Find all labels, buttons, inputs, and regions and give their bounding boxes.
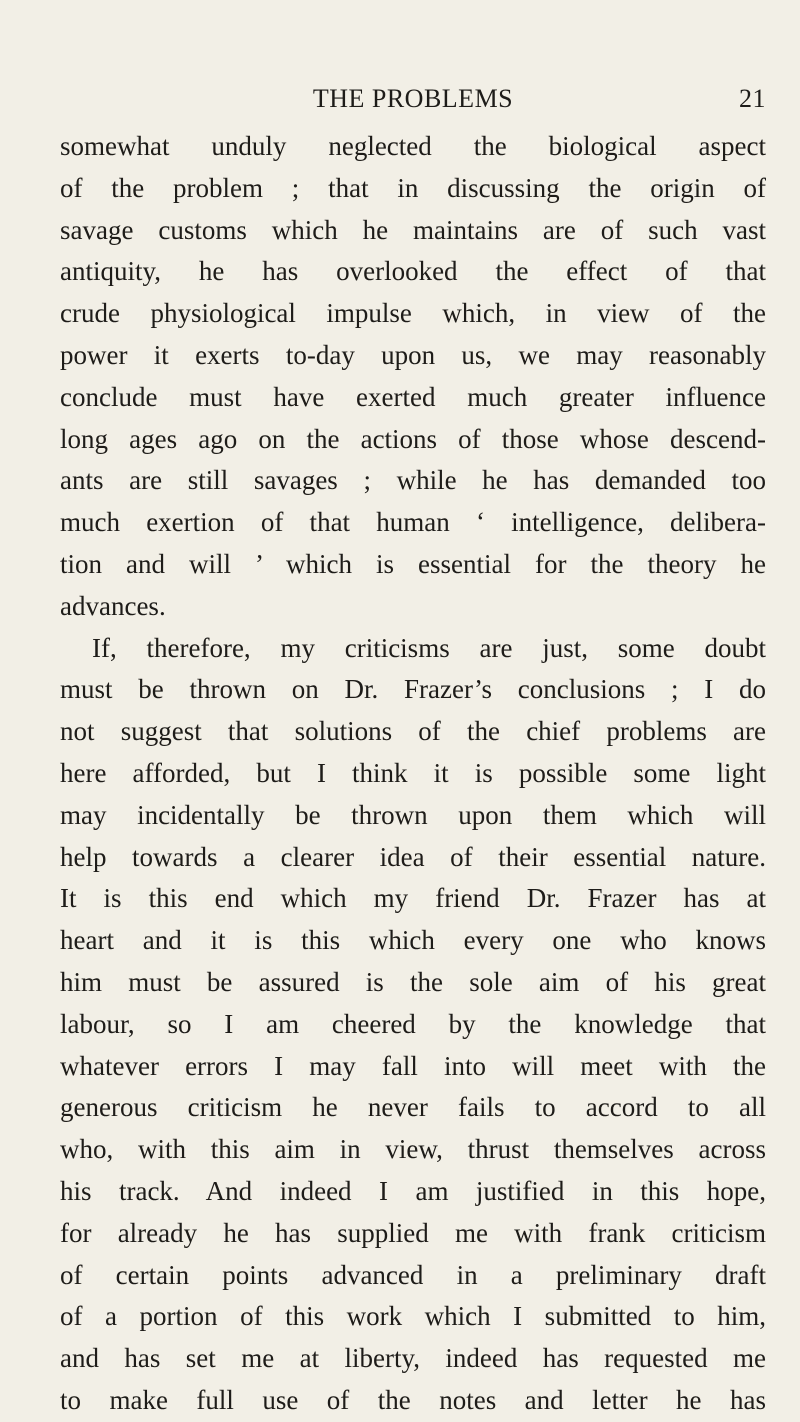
text-line: of a portion of this work which I submitted to him,	[60, 1301, 766, 1332]
page-number: 21	[739, 84, 766, 113]
text-line: of certain points advanced in a preliminary draft	[60, 1259, 766, 1290]
text-line: somewhat unduly neglected the biological aspect	[60, 131, 766, 161]
paragraph-end-line: advances.	[60, 590, 166, 621]
text-line: ants are still savages ; while he has demanded too	[60, 465, 766, 496]
text-line: long ages ago on the actions of those whose descend-	[60, 423, 766, 454]
paragraph-first-line: If, therefore, my criticisms are just, some doubt	[92, 632, 766, 663]
text-line: must be thrown on Dr. Frazer’s conclusions ; I do	[60, 674, 766, 705]
text-line: and has set me at liberty, indeed has requested me	[60, 1343, 766, 1374]
text-line: tion and will ’ which is essential for the theory he	[60, 548, 766, 579]
text-line: It is this end which my friend Dr. Frazer has at	[60, 883, 766, 914]
text-line: power it exerts to-day upon us, we may reasonably	[60, 339, 766, 370]
text-line: crude physiological impulse which, in view of the	[60, 298, 766, 329]
text-line: may incidentally be thrown upon them which will	[60, 799, 766, 830]
text-line: who, with this aim in view, thrust themselves across	[60, 1134, 766, 1165]
text-line: here afforded, but I think it is possible some light	[60, 757, 766, 788]
text-line: much exertion of that human ‘ intelligence, delibera-	[60, 507, 766, 538]
text-line: generous criticism he never fails to accord to all	[60, 1092, 766, 1123]
text-line: antiquity, he has overlooked the effect of that	[60, 256, 766, 287]
text-line: conclude must have exerted much greater influence	[60, 381, 766, 412]
running-head-title: THE PROBLEMS	[312, 84, 514, 113]
text-line: of the problem ; that in discussing the origin of	[60, 172, 766, 203]
text-line: not suggest that solutions of the chief problems are	[60, 716, 766, 747]
text-line: whatever errors I may fall into will meet with the	[60, 1050, 766, 1081]
text-line: labour, so I am cheered by the knowledge that	[60, 1008, 766, 1039]
text-line: heart and it is this which every one who knows	[60, 925, 766, 956]
text-line: him must be assured is the sole aim of his great	[60, 966, 766, 997]
running-head	[60, 84, 766, 120]
text-line: savage customs which he maintains are of such vast	[60, 214, 766, 245]
text-line: for already he has supplied me with frank criticism	[60, 1217, 766, 1248]
text-line: his track. And indeed I am justified in this hope,	[60, 1175, 766, 1206]
text-line: help towards a clearer idea of their essential nature.	[60, 841, 766, 872]
body-text	[60, 126, 766, 1422]
text-line: to make full use of the notes and letter he has	[60, 1384, 766, 1415]
